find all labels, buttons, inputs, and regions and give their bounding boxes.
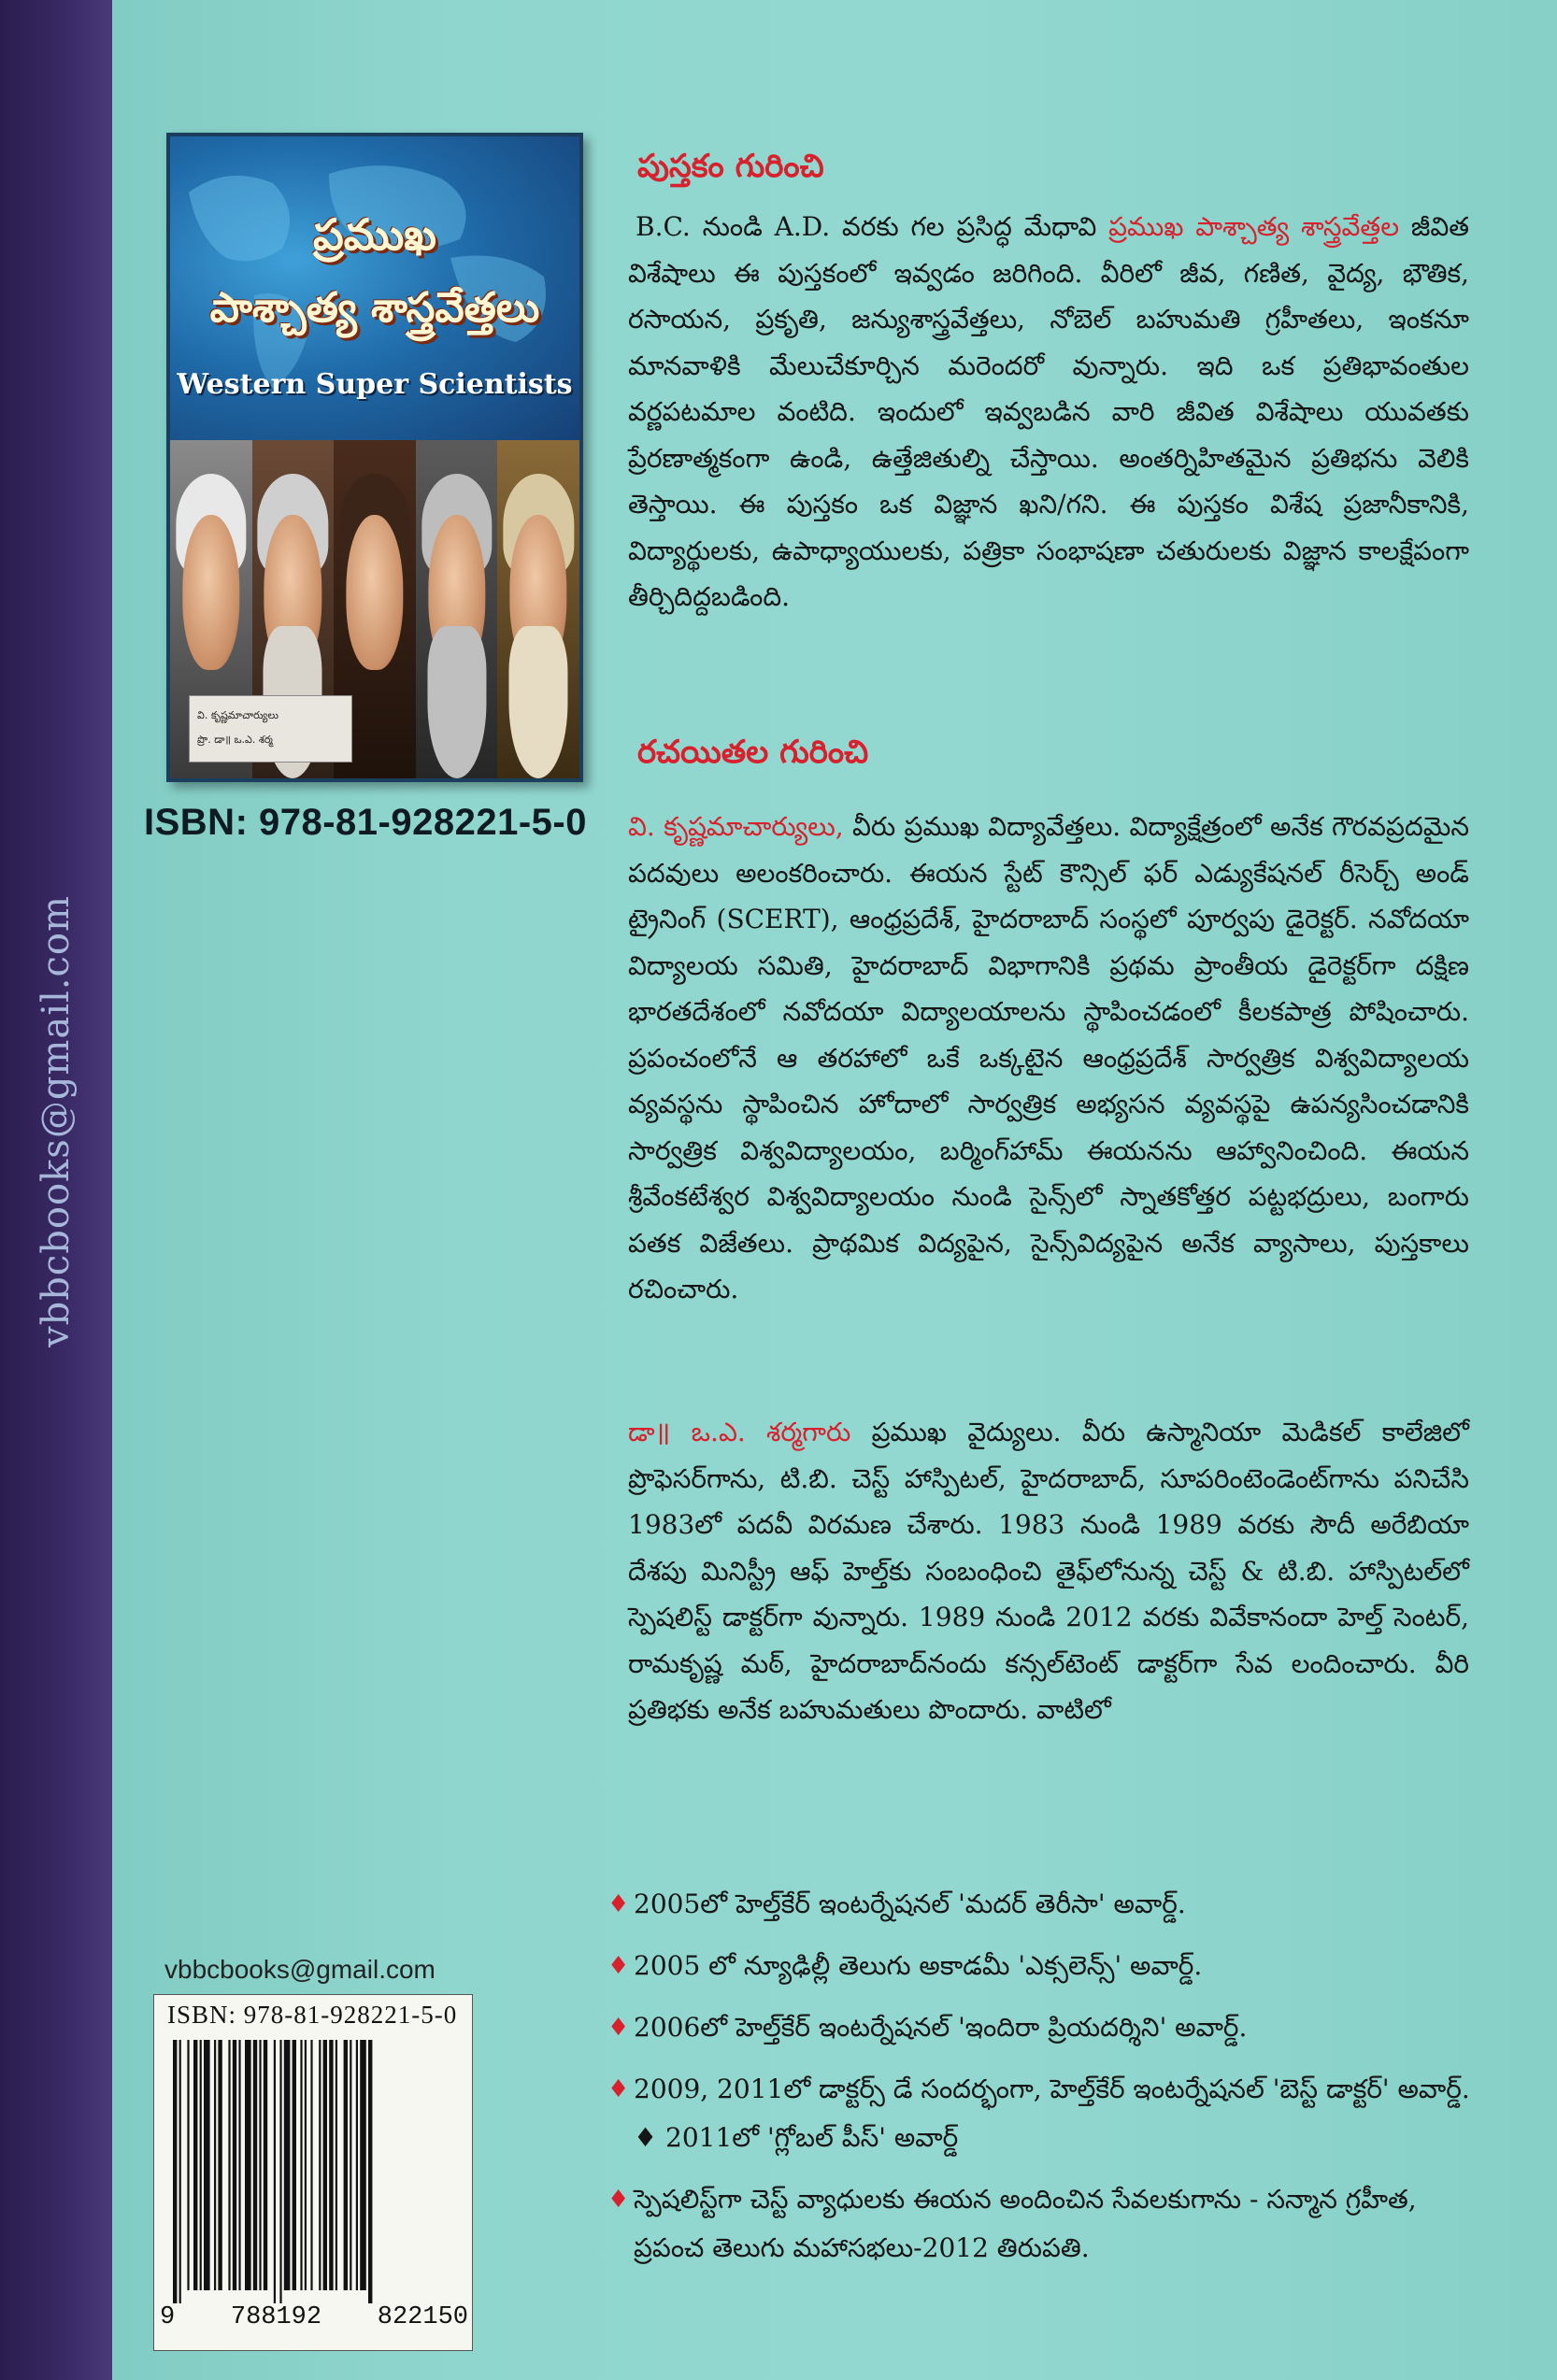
about-body-highlight: ప్రముఖ పాశ్చాత్య శాస్త్రవేత్తల	[1108, 211, 1400, 242]
barcode-box	[153, 1994, 473, 2351]
about-authors-heading: రచయితల గురించి	[637, 734, 869, 771]
thumbnail-title-line1: ప్రముఖ	[312, 209, 437, 260]
awards-list	[607, 1880, 1486, 2286]
thumbnail-author-credit	[189, 695, 352, 762]
barcode-digit-group: 822150	[377, 2303, 468, 2331]
thumbnail-subtitle: Western Super Scientists	[177, 368, 573, 401]
about-book-text	[628, 204, 1469, 620]
spine-email: vbbcbooks@gmail.com	[35, 895, 78, 1347]
author2-name: డా॥ ఒ.ఎ. శర్మగారు	[628, 1417, 851, 1447]
barcode-email: vbbcbooks@gmail.com	[164, 1955, 436, 1984]
award-item: ♦ 2005 లో న్యూఢిల్లీ తెలుగు అకాడమీ 'ఎక్సలెన్స్' అవార్డ్.	[607, 1942, 1486, 1990]
barcode-digit-group: 788192	[230, 2303, 322, 2331]
barcode-icon	[169, 2040, 459, 2303]
award-item: ♦ 2005లో హెల్త్‌కేర్ ఇంటర్నేషనల్ 'మదర్ తెరీసా' అవార్డ్.	[607, 1880, 1486, 1929]
author1-text: వీరు ప్రముఖ విద్యావేత్తలు. విద్యాక్షేత్రంలో అనేక గౌరవప్రదమైన పదవులు అలంకరించారు. ఈయన స్టేట్ కౌన్సిల్ ఫర్ ఎడ్యుకేషనల్ రీసెర్చ్ అండ్ ట్రైనింగ్ (SCERT), ఆంధ్రప్రదేశ్, హైదరాబాద్ సంస్థలో పూర్వపు డైరెక్టర్. నవోదయా విద్యాలయ సమితి, హైదరాబాద్ విభాగానికి ప్రథమ ప్రాంతీయ డైరెక్టర్‌గా దక్షిణ భారతదేశంలో నవోదయా విద్యాలయాలను స్థాపించడంలో కీలకపాత్ర పోషించారు. ప్రపంచంలోనే ఆ తరహాలో ఒకే ఒక్కటైన ఆంధ్రప్రదేశ్ సార్వత్రిక విశ్వవిద్యాలయ వ్యవస్థను స్థాపించిన హోదాలో సార్వత్రిక అభ్యసన వ్యవస్థపై ఉపన్యసించడానికి సార్వత్రిక విశ్వవిద్యాలయం, బర్మింగ్‌హామ్ ఈయనను ఆహ్వానించింది. ఈయన శ్రీవేంకటేశ్వర విశ్వవిద్యాలయం నుండి సైన్స్‌లో స్నాతకోత్తర పట్టభద్రులు, బంగారు పతక విజేతలు. ప్రాథమిక విద్యపైన, సైన్స్‌విద్యపైన అనేక వ్యాసాలు, పుస్తకాలు రచించారు.	[628, 811, 1469, 1304]
barcode-digits	[160, 2303, 468, 2331]
author2-text: ప్రముఖ వైద్యులు. వీరు ఉస్మానియా మెడికల్ కాలేజిలో ప్రొఫెసర్‌గాను, టి.బి. చెస్ట్ హాస్పిటల్, హైదరాబాద్, సూపరింటెండెంట్‌గాను పనిచేసి 1983లో పదవీ విరమణ చేశారు. 1983 నుండి 1989 వరకు సౌదీ అరేబియా దేశపు మినిస్ట్రీ ఆఫ్ హెల్త్‌కు సంబంధించి తైఫ్‌లోనున్న చెస్ట్ & టి.బి. హాస్పిటల్‌లో స్పెషలిస్ట్ డాక్టర్‌గా వున్నారు. 1989 నుండి 2012 వరకు వివేకానందా హెల్త్ సెంటర్, రామకృష్ణ మఠ్, హైదరాబాద్‌నందు కన్సల్‌టెంట్ డాక్టర్‌గా సేవ లందించారు. వీరి ప్రతిభకు అనేక బహుమతులు పొందారు. వాటిలో	[628, 1417, 1469, 1725]
portrait-4	[416, 440, 498, 778]
barcode-digit-group: 9	[160, 2303, 176, 2331]
book-spine	[0, 0, 112, 2380]
about-body-start: B.C. నుండి A.D. వరకు గల ప్రసిద్ధ మేధావి	[636, 211, 1109, 242]
award-item: ♦ స్పెషలిస్ట్‌గా చెస్ట్ వ్యాధులకు ఈయన అందించిన సేవలకుగాను - సన్మాన గ్రహీత, ప్రపంచ తెలుగు మహాసభలు-2012 తిరుపతి.	[607, 2175, 1486, 2273]
author2-bio	[628, 1409, 1469, 1733]
thumbnail-credit-line2: ప్రొ. డా॥ ఒ.ఎ. శర్మ	[197, 734, 273, 746]
portrait-5	[497, 440, 579, 778]
author1-bio	[628, 804, 1469, 1313]
barcode-isbn-text: ISBN: 978-81-928221-5-0	[167, 2001, 458, 2029]
thumbnail-title-line2: పాశ్చాత్య శాస్త్రవేత్తలు	[209, 284, 540, 332]
about-body-rest: జీవిత విశేషాలు ఈ పుస్తకంలో ఇవ్వడం జరిగింది. వీరిలో జీవ, గణిత, వైద్య, భౌతిక, రసాయన, ప్రకృతి, జన్యుశాస్త్రవేత్తలు, నోబెల్ బహుమతి గ్రహీతలు, ఇంకనూ మానవాళికి మేలుచేకూర్చిన మరెందరో వున్నారు. ఇది ఒక ప్రతిభావంతుల వర్ణపటమాల వంటిది. ఇందులో ఇవ్వబడిన వారి జీవిత విశేషాలు యువతకు ప్రేరణాత్మకంగా ఉండి, ఉత్తేజితుల్ని చేస్తాయి. అంతర్నిహితమైన ప్రతిభను వెలికి తెస్తాయి. ఈ పుస్తకం ఒక విజ్ఞాన ఖని/గని. ఈ పుస్తకం విశేష ప్రజానీకానికి, విద్యార్థులకు, ఉపాధ్యాయులకు, పత్రికా సంభాషణా చతురులకు విజ్ఞాన కాలక్షేపంగా తీర్చిదిద్దబడింది.	[628, 211, 1470, 612]
award-item: ♦ 2009, 2011లో డాక్టర్స్ డే సందర్భంగా, హెల్త్‌కేర్ ఇంటర్నేషనల్ 'బెస్ట్ డాక్టర్' అవార్డ్. ♦ 2011లో 'గ్లోబల్ పీస్' అవార్డ్	[607, 2065, 1486, 2162]
award-item: ♦ 2006లో హెల్త్‌కేర్ ఇంటర్నేషనల్ 'ఇందిరా ప్రియదర్శిని' అవార్డ్.	[607, 2003, 1486, 2052]
front-cover-thumbnail	[166, 133, 583, 782]
about-book-heading: పుస్తకం గురించి	[637, 148, 824, 185]
isbn-label: ISBN: 978-81-928221-5-0	[144, 802, 587, 843]
thumbnail-credit-line1: వి. కృష్ణమాచార్యులు	[197, 709, 279, 721]
barcode-block	[146, 1938, 475, 2349]
author1-name: వి. కృష్ణమాచార్యులు,	[628, 811, 844, 842]
